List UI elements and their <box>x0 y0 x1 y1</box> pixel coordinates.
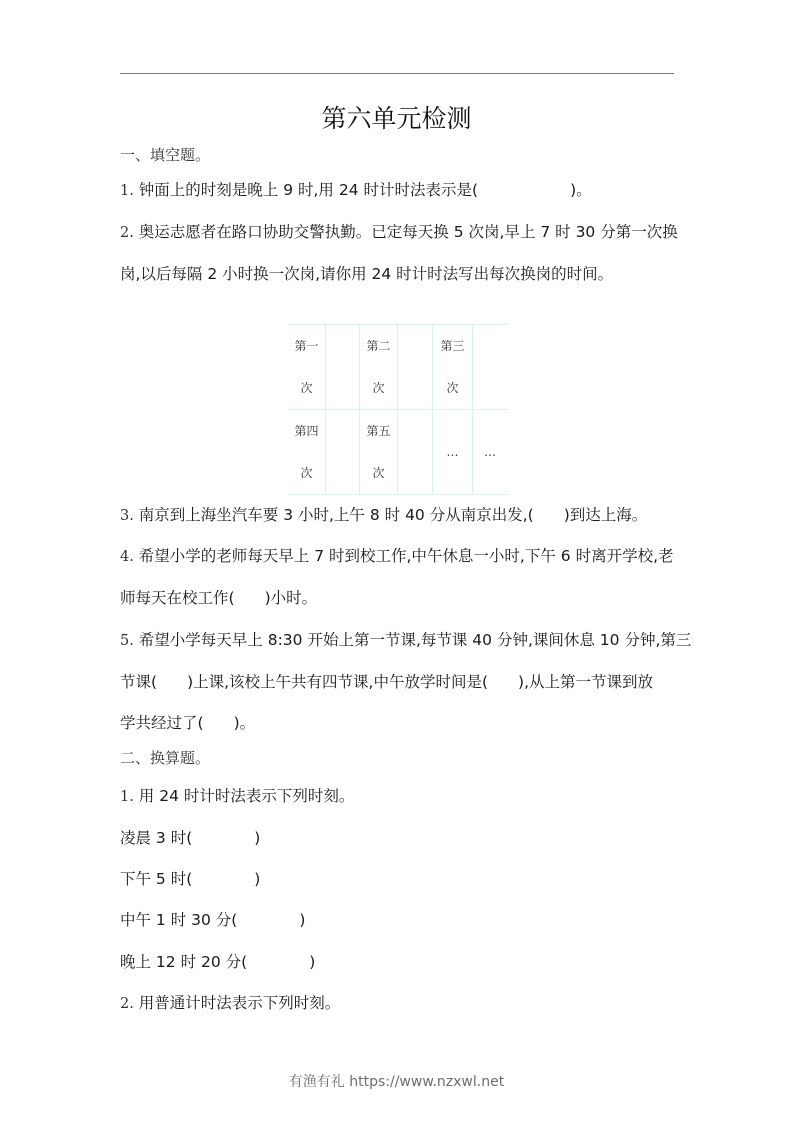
question-text-end: )小时。 <box>264 589 318 607</box>
shift-label-top: 第四 <box>294 424 319 438</box>
question-1-4-line1 <box>120 546 674 567</box>
shift-label-bottom: 次 <box>300 466 313 480</box>
question-number: 2. <box>120 996 134 1012</box>
question-1-5-line1 <box>120 630 691 651</box>
page-title: 第六单元检测 <box>321 104 472 133</box>
conversion-label: 凌晨 3 时( <box>120 829 193 847</box>
conversion-label: 晚上 12 时 20 分( <box>120 953 248 971</box>
question-text: 希望小学每天早上 8:30 开始上第一节课,每节课 40 分钟,课间休息 10 分钟,第三 <box>138 631 692 649</box>
header-rule <box>120 73 674 74</box>
question-number: 5. <box>120 633 134 649</box>
conversion-close: ) <box>299 911 306 929</box>
shift-label-bottom: 次 <box>372 466 385 480</box>
conversion-close: ) <box>254 829 261 847</box>
question-text: 奥运志愿者在路口协助交警执勤。已定每天换 5 次岗,早上 7 时 30 分第一次换 <box>138 223 678 241</box>
ellipsis-cell: … <box>473 410 508 495</box>
ellipsis-cell: … <box>433 410 473 495</box>
question-number: 2. <box>120 225 134 241</box>
question-text-end: ),从上第一节课到放 <box>518 673 653 691</box>
question-1-2-line2: 岗,以后每隔 2 小时换一次岗,请你用 24 时计时法写出每次换岗的时间。 <box>120 265 614 283</box>
conversion-close: ) <box>309 953 316 971</box>
section-heading-fill-in: 一、填空题。 <box>120 146 211 164</box>
section-heading-conversion: 二、换算题。 <box>120 749 211 767</box>
question-2-1 <box>120 786 354 807</box>
question-text: 学共经过了( <box>120 714 204 732</box>
conversion-close: ) <box>254 870 261 888</box>
shift-answer-cell[interactable] <box>398 325 433 410</box>
shift-answer-cell[interactable] <box>326 410 360 495</box>
question-text: 师每天在校工作( <box>120 589 235 607</box>
question-text: 钟面上的时刻是晚上 9 时,用 24 时计时法表示是( <box>138 181 479 199</box>
question-text: 南京到上海坐汽车要 3 小时,上午 8 时 40 分从南京出发,( <box>138 506 534 524</box>
shift-label-top: 第一 <box>294 339 319 353</box>
shift-answer-cell[interactable] <box>326 325 360 410</box>
question-1-3 <box>120 505 647 526</box>
conversion-item <box>120 828 260 848</box>
question-1-5-line2 <box>120 672 653 692</box>
question-text: 用 24 时计时法表示下列时刻。 <box>138 787 355 805</box>
footer-watermark: 有渔有礼 https://www.nzxwl.net <box>288 1074 505 1090</box>
shift-label-top: 第三 <box>440 339 465 353</box>
shift-label-top: 第二 <box>366 339 391 353</box>
shift-answer-cell[interactable] <box>473 325 508 410</box>
question-1-1 <box>120 180 592 201</box>
shift-label-bottom: 次 <box>300 381 313 395</box>
question-number: 3. <box>120 508 134 524</box>
shift-label-bottom: 次 <box>446 381 459 395</box>
shift-label-cell <box>433 325 473 410</box>
shift-label-bottom: 次 <box>372 381 385 395</box>
shift-label-cell <box>360 410 398 495</box>
conversion-label: 中午 1 时 30 分( <box>120 911 238 929</box>
question-2-2 <box>120 993 340 1014</box>
shift-time-table <box>288 324 507 495</box>
question-text: 用普通计时法表示下列时刻。 <box>138 994 341 1012</box>
conversion-item <box>120 910 305 930</box>
conversion-item <box>120 952 315 972</box>
question-text-end: )到达上海。 <box>563 506 648 524</box>
shift-label-cell <box>288 325 326 410</box>
question-number: 1. <box>120 183 134 199</box>
conversion-label: 下午 5 时( <box>120 870 193 888</box>
conversion-item <box>120 869 260 889</box>
question-text: )上课,该校上午共有四节课,中午放学时间是( <box>187 673 489 691</box>
question-text: 希望小学的老师每天早上 7 时到校工作,中午休息一小时,下午 6 时离开学校,老 <box>138 547 674 565</box>
question-text-end: )。 <box>570 181 592 199</box>
shift-label-cell <box>288 410 326 495</box>
question-text: 节课( <box>120 673 158 691</box>
question-number: 1. <box>120 789 134 805</box>
question-1-2-line1 <box>120 222 678 243</box>
question-number: 4. <box>120 549 134 565</box>
question-1-4-line2 <box>120 588 317 608</box>
shift-label-top: 第五 <box>366 424 391 438</box>
question-1-5-line3 <box>120 713 255 733</box>
shift-label-cell <box>360 325 398 410</box>
shift-answer-cell[interactable] <box>398 410 433 495</box>
question-text-end: )。 <box>233 714 256 732</box>
